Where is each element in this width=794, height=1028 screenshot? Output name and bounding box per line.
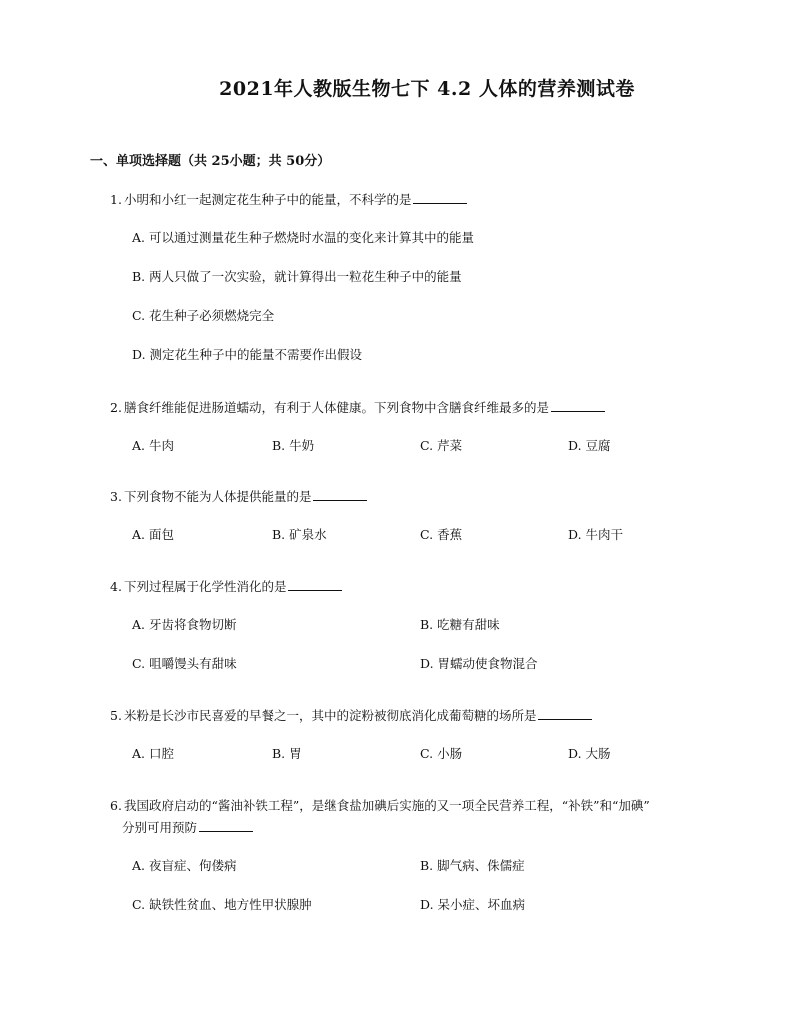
question-2-option-d: D. 豆腐 — [568, 438, 611, 453]
question-number: 4. — [110, 579, 122, 594]
question-4-option-b: B. 吃糖有甜味 — [420, 617, 500, 632]
question-text: 我国政府启动的“酱油补铁工程”，是继食盐加碘后实施的又一项全民营养工程，“补铁”和“加碘” — [123, 798, 650, 813]
question-3-option-a: A. 面包 — [132, 527, 174, 542]
answer-blank — [313, 499, 367, 501]
page-title: 2021年人教版生物七下 4.2 人体的营养测试卷 — [219, 78, 635, 100]
question-number: 1. — [110, 192, 122, 207]
question-3-option-c: C. 香蕉 — [420, 527, 463, 542]
answer-blank — [288, 589, 342, 591]
question-5-stem — [110, 705, 592, 727]
question-6-option-c: C. 缺铁性贫血、地方性甲状腺肿 — [132, 897, 312, 912]
question-text: 膳食纤维能促进肠道蠕动，有利于人体健康。下列食物中含膳食纤维最多的是 — [123, 400, 549, 415]
section-heading: 一、单项选择题（共 25小题；共 50分） — [90, 154, 331, 169]
answer-blank — [551, 410, 605, 412]
question-text: 分别可用预防 — [122, 820, 198, 835]
question-5-option-c: C. 小肠 — [420, 746, 463, 761]
question-1-option-b: B. 两人只做了一次实验，就计算得出一粒花生种子中的能量 — [132, 269, 462, 284]
question-3-option-b: B. 矿泉水 — [272, 527, 327, 542]
question-6-option-d: D. 呆小症、坏血病 — [420, 897, 526, 912]
question-number: 3. — [110, 489, 122, 504]
question-2-option-a: A. 牛肉 — [132, 438, 174, 453]
question-5-option-b: B. 胃 — [272, 746, 302, 761]
question-text: 下列食物不能为人体提供能量的是 — [123, 489, 312, 504]
question-6-stem-line2 — [122, 817, 253, 839]
question-5-option-a: A. 口腔 — [132, 746, 174, 761]
question-text: 小明和小红一起测定花生种子中的能量，不科学的是 — [123, 192, 412, 207]
answer-blank — [538, 718, 592, 720]
question-1-option-c: C. 花生种子必须燃烧完全 — [132, 308, 275, 323]
question-1-stem — [110, 189, 467, 211]
question-3-option-d: D. 牛肉干 — [568, 527, 624, 542]
question-number: 2. — [110, 400, 122, 415]
question-text: 米粉是长沙市民喜爱的早餐之一，其中的淀粉被彻底消化成葡萄糖的场所是 — [123, 708, 537, 723]
question-2-option-b: B. 牛奶 — [272, 438, 315, 453]
question-4-stem — [110, 576, 342, 598]
question-4-option-c: C. 咀嚼馒头有甜味 — [132, 656, 237, 671]
question-6-stem — [110, 795, 710, 817]
answer-blank — [199, 830, 253, 832]
question-4-option-d: D. 胃蠕动使食物混合 — [420, 656, 538, 671]
question-4-option-a: A. 牙齿将食物切断 — [132, 617, 237, 632]
question-2-option-c: C. 芹菜 — [420, 438, 463, 453]
question-text: 下列过程属于化学性消化的是 — [123, 579, 287, 594]
answer-blank — [413, 202, 467, 204]
question-1-option-d: D. 测定花生种子中的能量不需要作出假设 — [132, 347, 363, 362]
question-number: 6. — [110, 798, 122, 813]
question-2-stem — [110, 397, 605, 419]
question-6-option-b: B. 脚气病、侏儒症 — [420, 858, 525, 873]
question-3-stem — [110, 486, 367, 508]
question-1-option-a: A. 可以通过测量花生种子燃烧时水温的变化来计算其中的能量 — [132, 230, 474, 245]
question-6-option-a: A. 夜盲症、佝偻病 — [132, 858, 237, 873]
question-5-option-d: D. 大肠 — [568, 746, 611, 761]
question-number: 5. — [110, 708, 122, 723]
